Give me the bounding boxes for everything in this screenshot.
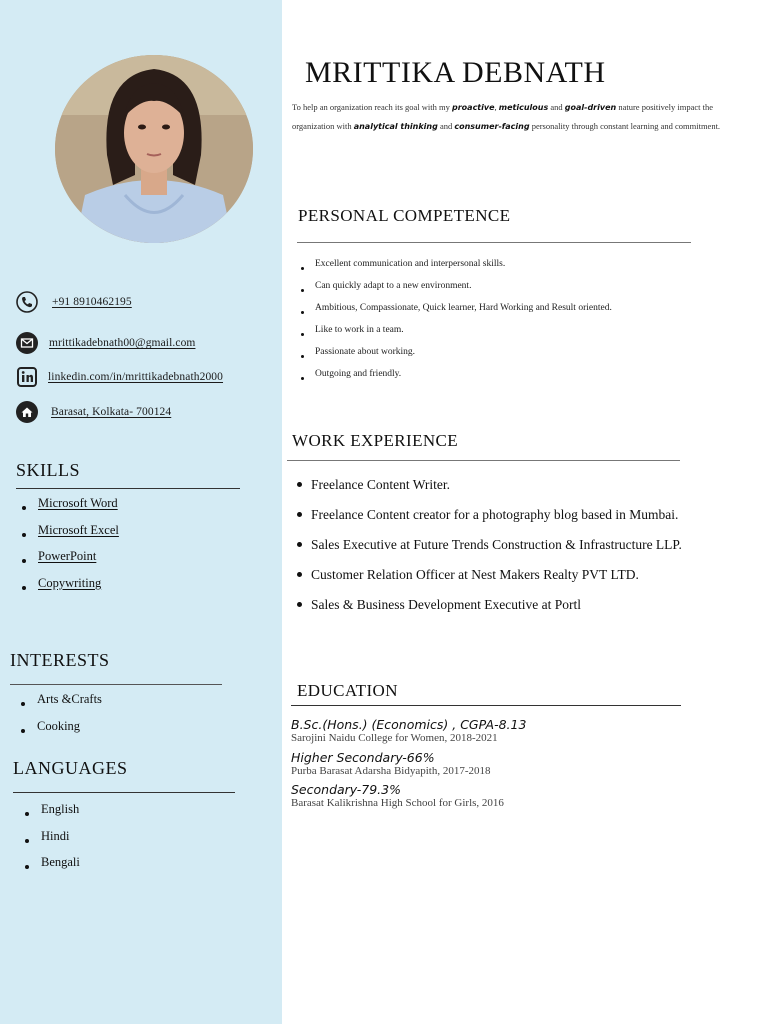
phone-link[interactable]: +91 8910462195: [52, 296, 132, 308]
education-divider: [291, 705, 681, 706]
skills-list: [22, 494, 119, 600]
skill-item: Microsoft Word: [22, 494, 119, 521]
contact-linkedin[interactable]: [16, 364, 223, 390]
profile-photo: [55, 55, 253, 243]
interests-list: [21, 690, 102, 743]
education-institution: Purba Barasat Adarsha Bidyapith, 2017-2018: [291, 765, 491, 777]
competence-heading: PERSONAL COMPETENCE: [298, 206, 511, 225]
education-institution: Barasat Kalikrishna High School for Girls, 2016: [291, 797, 504, 809]
skill-item: PowerPoint: [22, 547, 119, 574]
languages-divider: [13, 792, 235, 793]
email-link[interactable]: mrittikadebnath00@gmail.com: [49, 337, 196, 349]
contact-email[interactable]: [16, 330, 195, 356]
interest-item: Arts &Crafts: [21, 690, 102, 717]
education-degree: Secondary-79.3%: [291, 782, 401, 797]
work-item: Sales & Business Development Executive at Portl: [296, 590, 736, 620]
competence-item: Ambitious, Compassionate, Quick learner, Hard Working and Result oriented.: [300, 300, 720, 322]
education-item: [291, 718, 731, 745]
work-item: Freelance Content Writer.: [296, 470, 736, 500]
languages-list: [25, 800, 80, 880]
work-item: Freelance Content creator for a photography blog based in Mumbai.: [296, 500, 736, 530]
education-institution: Sarojini Naidu College for Women, 2018-2021: [291, 732, 498, 744]
linkedin-icon: [16, 366, 38, 388]
candidate-name: MRITTIKA DEBNATH: [305, 56, 606, 89]
skills-divider: [16, 488, 240, 489]
education-heading: EDUCATION: [297, 681, 398, 700]
competence-item: Can quickly adapt to a new environment.: [300, 278, 720, 300]
work-heading: WORK EXPERIENCE: [292, 431, 459, 450]
skill-item: Copywriting: [22, 574, 119, 601]
skills-heading: SKILLS: [16, 460, 81, 480]
interests-heading: INTERESTS: [10, 650, 110, 670]
work-item: Customer Relation Officer at Nest Makers Realty PVT LTD.: [296, 560, 736, 590]
language-item: Hindi: [25, 827, 80, 854]
skill-item: Microsoft Excel: [22, 521, 119, 548]
address-link[interactable]: Barasat, Kolkata- 700124: [51, 406, 172, 418]
competence-item: Excellent communication and interpersonal skills.: [300, 256, 720, 278]
competence-item: Passionate about working.: [300, 344, 720, 366]
competence-item: Outgoing and friendly.: [300, 366, 720, 388]
mail-icon: [16, 332, 38, 354]
linkedin-link[interactable]: linkedin.com/in/mrittikadebnath2000: [48, 371, 224, 383]
competence-list: [300, 256, 720, 388]
education-item: [291, 783, 731, 810]
languages-heading: LANGUAGES: [13, 758, 128, 778]
phone-icon: [16, 291, 38, 313]
education-degree: Higher Secondary-66%: [291, 750, 435, 765]
education-item: [291, 751, 731, 778]
contact-address[interactable]: [16, 399, 171, 425]
home-icon: [16, 401, 38, 423]
language-item: Bengali: [25, 853, 80, 880]
competence-divider: [297, 242, 691, 243]
sidebar: [0, 0, 282, 1024]
education-degree: B.Sc.(Hons.) (Economics) , CGPA-8.13: [291, 717, 527, 732]
language-item: English: [25, 800, 80, 827]
interests-divider: [10, 684, 222, 685]
work-divider: [287, 460, 680, 461]
competence-item: Like to work in a team.: [300, 322, 720, 344]
work-item: Sales Executive at Future Trends Construction & Infrastructure LLP.: [296, 530, 736, 560]
interest-item: Cooking: [21, 717, 102, 744]
contact-phone[interactable]: [16, 289, 132, 315]
work-list: [296, 470, 736, 620]
objective-statement: To help an organization reach its goal with my proactive, meticulous and goal-driven nature positively impact the organization with analytical thinking and consumer-facing personality through constant learning and commitment.: [292, 102, 721, 131]
